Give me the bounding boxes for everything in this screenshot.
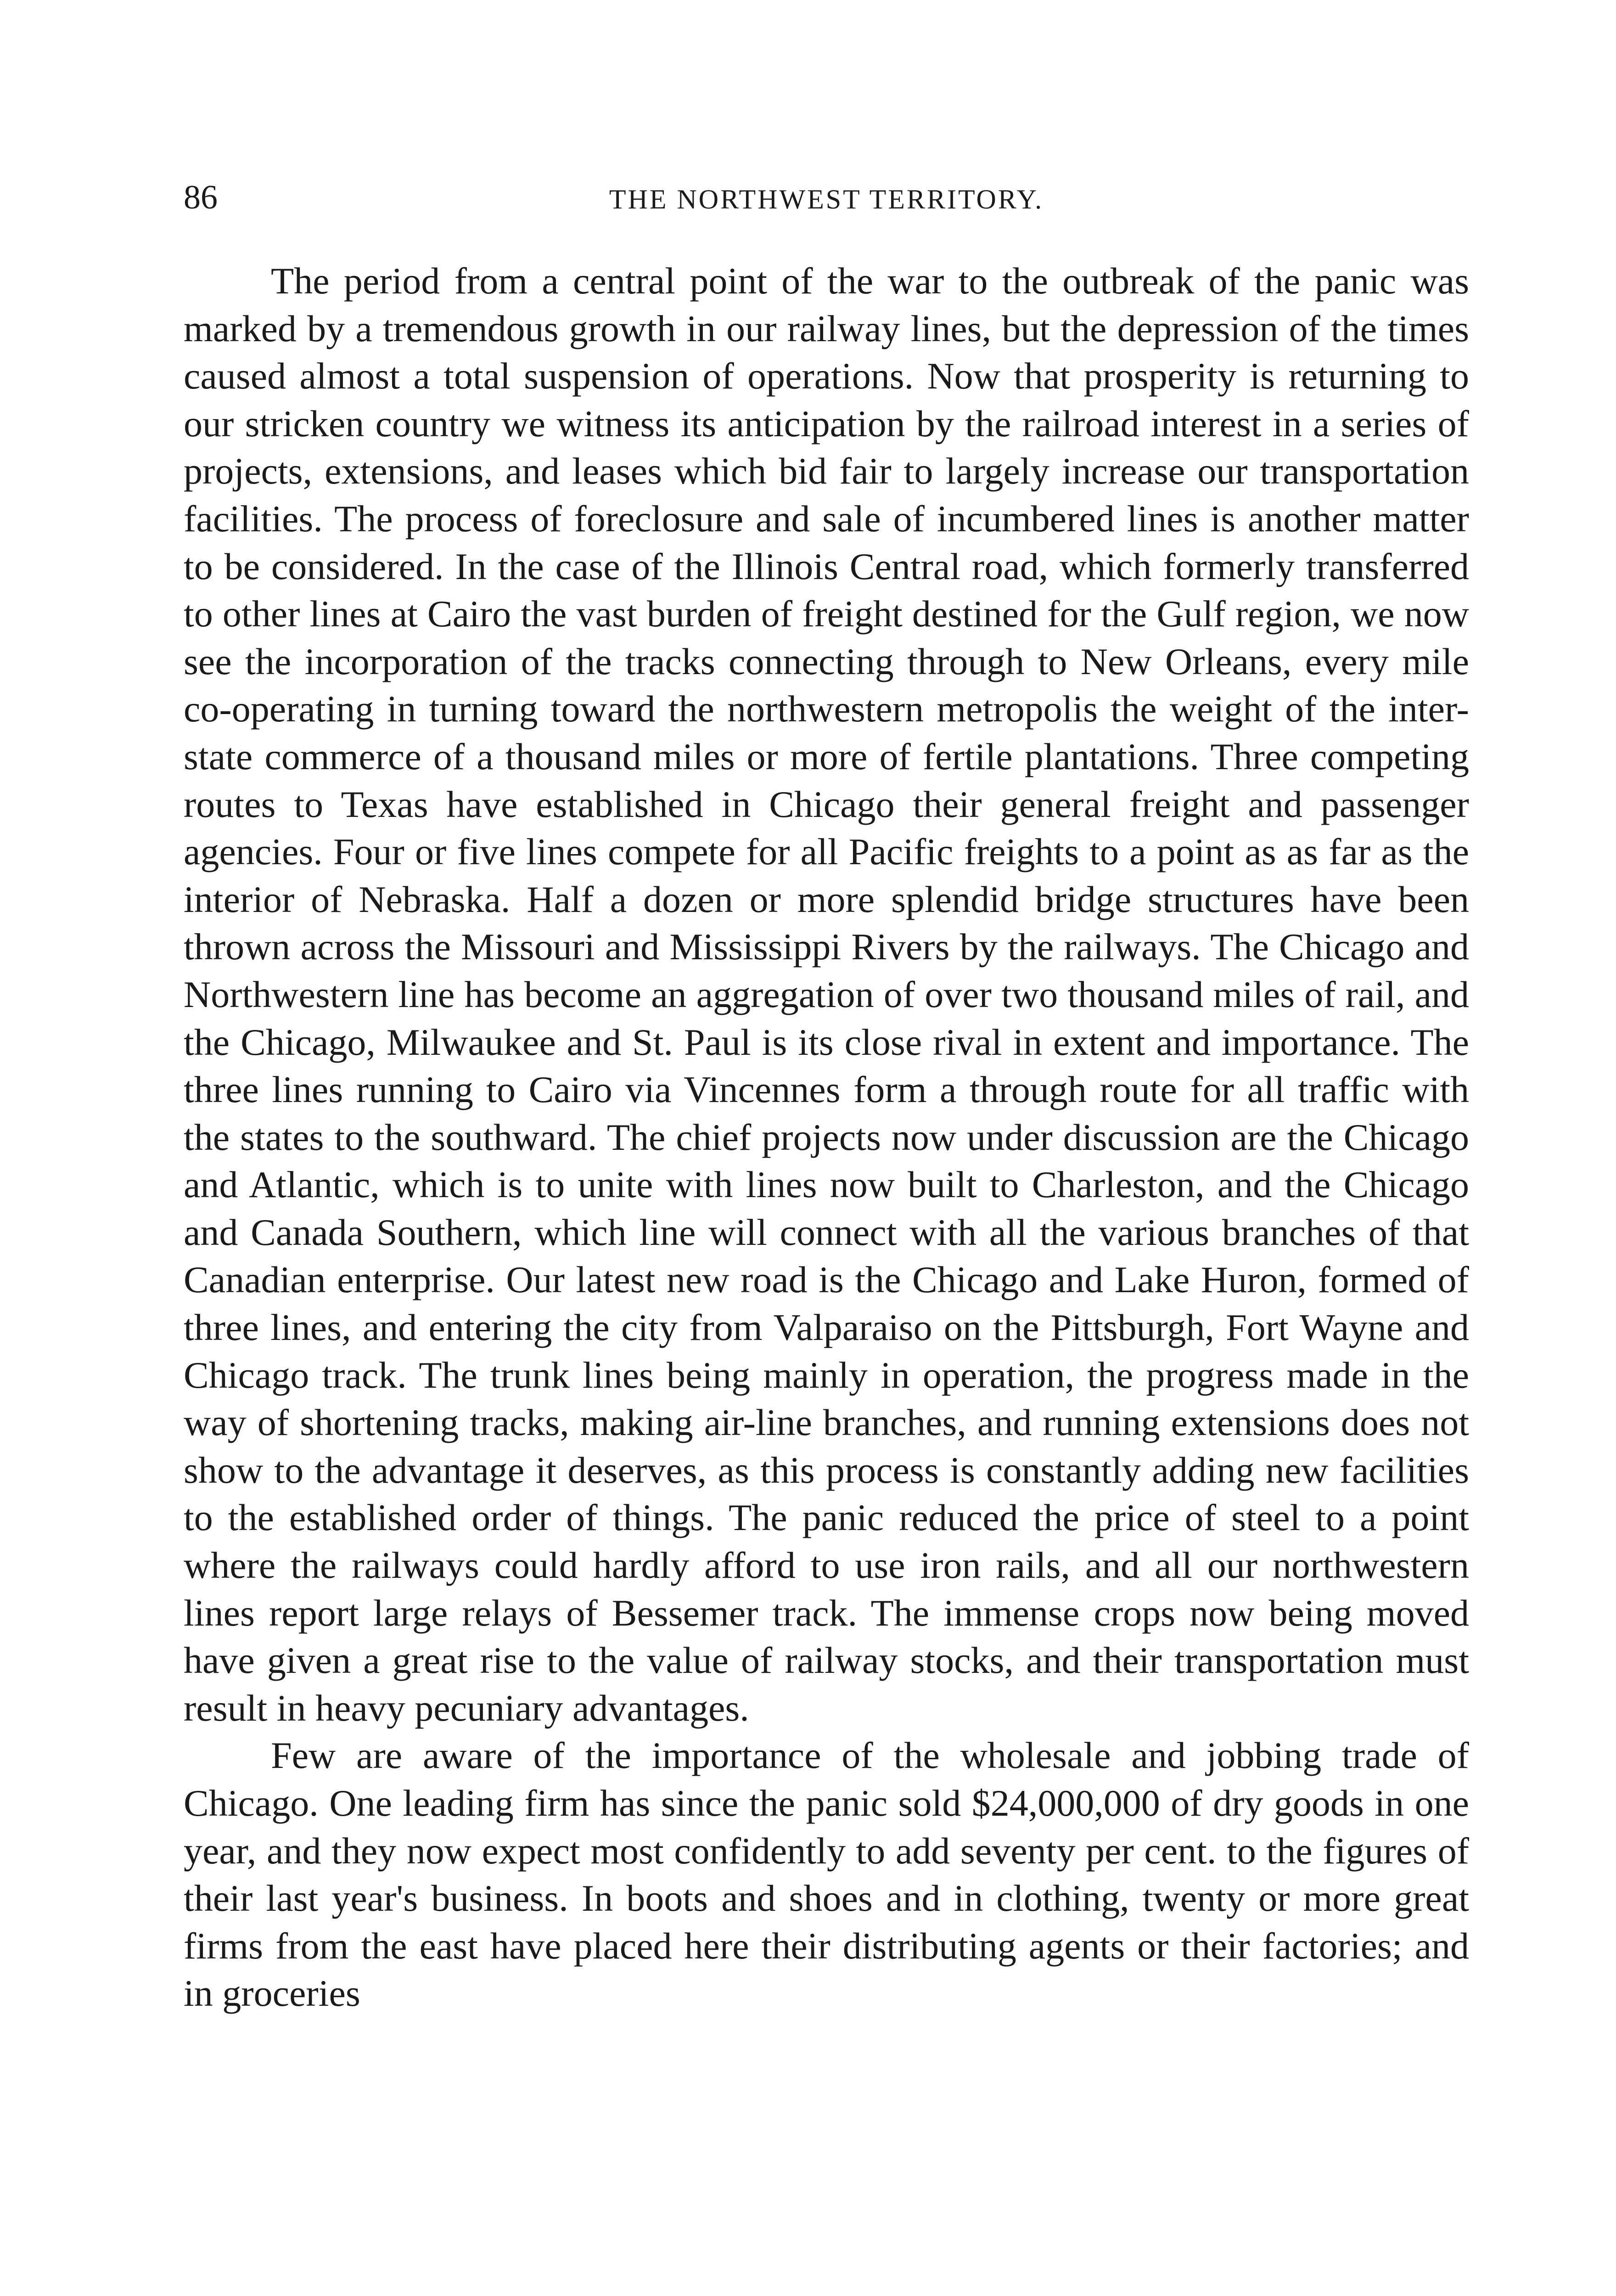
running-title: THE NORTHWEST TERRITORY. bbox=[609, 184, 1044, 214]
page-number: 86 bbox=[184, 179, 218, 216]
running-head bbox=[184, 174, 1469, 225]
paragraph-wholesale-trade: Few are aware of the importance of the wholesale and jobbing trade of Chicago. One leading firm has since the panic sold $24,000,000 of dry goods in one year, and they now expect most confidently to add seventy per cent. to the figures of their last year's business. In boots and shoes and in clothing, twenty or more great firms from the east have placed here their distributing agents or their factories; and in groceries bbox=[184, 1734, 1469, 2015]
body-text bbox=[184, 257, 1469, 2017]
paragraph-railways: The period from a central point of the war to the outbreak of the panic was marked by a tremendous growth in our railway lines, but the depression of the times caused almost a total suspension of operations. Now that prosperity is returning to our stricken country we witness its anticipation by the railroad interest in a series of projects, extensions, and leases which bid fair to largely increase our transportation facilities. The process of foreclosure and sale of incumbered lines is another matter to be considered. In the case of the Illinois Central road, which formerly transferred to other lines at Cairo the vast burden of freight destined for the Gulf region, we now see the incorporation of the tracks connecting through to New Orleans, every mile co-operating in turning toward the northwestern metropolis the weight of the inter-state commerce of a thousand miles or more of fertile plantations. Three competing routes to Texas have established in Chicago their general freight and passenger agencies. Four or five lines compete for all Pacific freights to a point as as far as the interior of Nebraska. Half a dozen or more splendid bridge structures have been thrown across the Missouri and Mississippi Rivers by the railways. The Chicago and Northwestern line has become an aggregation of over two thousand miles of rail, and the Chicago, Milwaukee and St. Paul is its close rival in extent and importance. The three lines running to Cairo via Vincennes form a through route for all traffic with the states to the southward. The chief projects now under discussion are the Chicago and Atlantic, which is to unite with lines now built to Charleston, and the Chicago and Canada Southern, which line will connect with all the various branches of that Canadian enterprise. Our latest new road is the Chicago and Lake Huron, formed of three lines, and entering the city from Valparaiso on the Pittsburgh, Fort Wayne and Chicago track. The trunk lines being mainly in operation, the progress made in the way of shortening tracks, making air-line branches, and running extensions does not show to the advantage it deserves, as this process is constantly adding new facilities to the established order of things. The panic reduced the price of steel to a point where the railways could hardly afford to use iron rails, and all our northwestern lines report large relays of Bessemer track. The immense crops now being moved have given a great rise to the value of railway stocks, and their transportation must result in heavy pecuniary advantages. bbox=[184, 260, 1469, 1729]
